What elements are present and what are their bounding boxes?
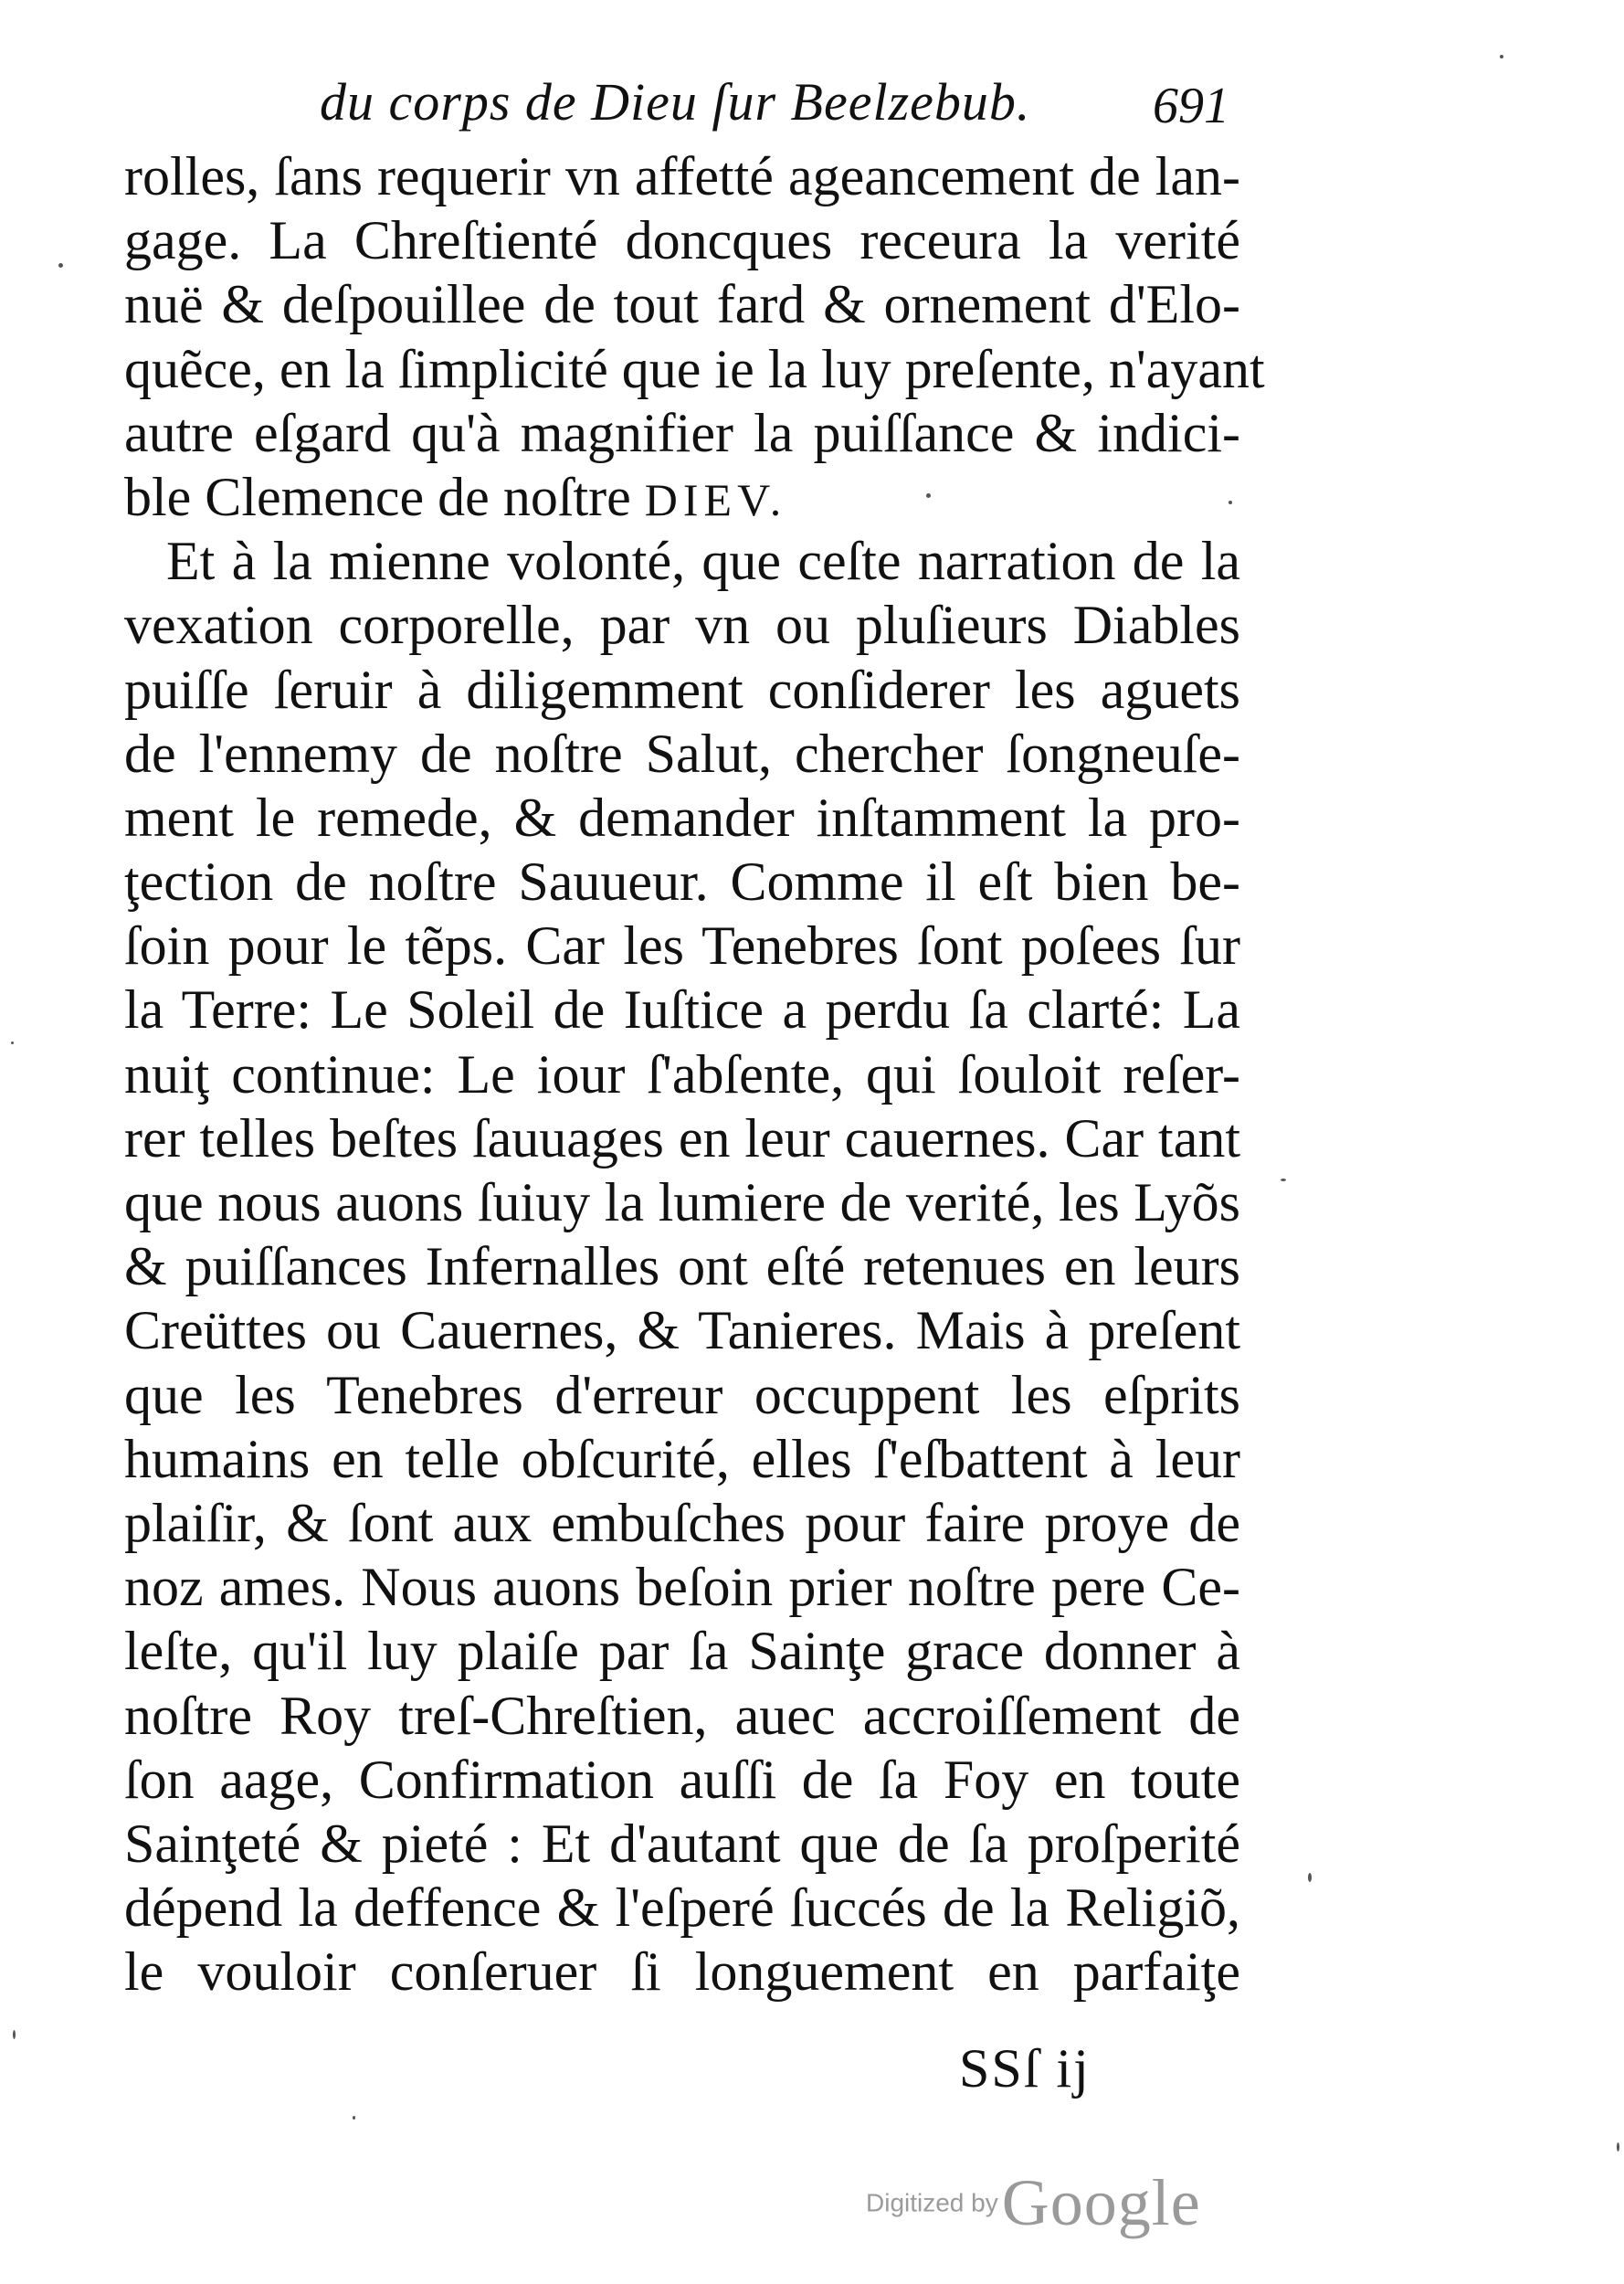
text-line: quẽce, en la ſimplicité que ie la luy preſente, n'ayant (124, 338, 1265, 399)
scan-speck (1281, 1179, 1286, 1181)
text-block (124, 144, 1265, 2004)
text-line: dépend la deffence & l'eſperé ſuccés de la Religiõ, (124, 1877, 1240, 1939)
text-line: nuë & deſpouillee de tout fard & ornement d'Elo- (124, 274, 1240, 335)
text-line: rer telles beſtes ſauuages en leur cauernes. Car tant (124, 1107, 1240, 1168)
text-line: Et à la mienne volonté, que ceſte narration de la (166, 531, 1240, 592)
scan-speck (1229, 501, 1232, 504)
text-line: & puiſſances Infernalles ont eſté retenues en leurs (124, 1236, 1240, 1297)
page-number: 691 (1153, 78, 1229, 134)
running-title: du corps de Dieu ſur Beelzebub. (320, 72, 1031, 132)
small-caps-word: DIEV. (644, 473, 787, 525)
text-line: rolles, ſans requerir vn affetté ageancement de lan- (124, 146, 1240, 206)
text-line: ţection de noſtre Sauueur. Comme il eſt bien be- (124, 851, 1240, 913)
scan-speck (1617, 2142, 1619, 2152)
text-line: humains en telle obſcurité, elles ſ'eſbattent à leur (124, 1428, 1240, 1489)
scan-speck (58, 263, 63, 268)
text-line: plaiſir, & ſont aux embuſches pour faire proye de (124, 1492, 1240, 1553)
text-line: noſtre Roy treſ-Chreſtien, auec accroiſſement de (124, 1685, 1240, 1746)
text-line: ſon aage, Confirmation auſſi de ſa Foy en toute (124, 1749, 1240, 1810)
scan-speck (926, 493, 931, 498)
text-line: que nous auons ſuiuy la lumiere de verité, les Lyõs (124, 1172, 1240, 1232)
watermark-brand: Google (1001, 2166, 1201, 2239)
text-line: noz ames. Nous auons beſoin prier noſtre pere Ce- (124, 1557, 1240, 1618)
text-line: de l'ennemy de noſtre Salut, chercher ſongneuſe- (124, 723, 1240, 784)
text-line: ble Clemence de noſtre (124, 466, 631, 527)
scan-speck (11, 1042, 14, 1044)
text-line: nuiţ continue: Le iour ſ'abſente, qui ſouloit reſer- (124, 1043, 1240, 1105)
scan-speck (1500, 55, 1503, 58)
scan-speck (353, 2116, 355, 2120)
text-line: gage. La Chreſtienté doncques receura la verité (124, 210, 1240, 271)
scan-speck (1308, 1873, 1312, 1882)
text-line: puiſſe ſeruir à diligemment conſiderer les aguets (124, 659, 1240, 720)
text-line: que les Tenebres d'erreur occuppent les eſprits (124, 1364, 1240, 1425)
text-line: Creüttes ou Cauernes, & Tanieres. Mais à preſent (124, 1300, 1240, 1361)
text-line: vexation corporelle, par vn ou pluſieurs Diables (124, 595, 1240, 656)
paragraph-end-line (124, 465, 1240, 529)
text-line: Sainţeté & pieté : Et d'autant que de ſa proſperité (124, 1813, 1240, 1874)
digitized-watermark (866, 2165, 1201, 2241)
text-line: le vouloir conſeruer ſi longuement en parfaiţe (124, 1941, 1240, 2003)
text-line: ment le remede, & demander inſtamment la pro- (124, 787, 1240, 848)
text-line: leſte, qu'il luy plaiſe par ſa Sainţe grace donner à (124, 1621, 1240, 1682)
watermark-prefix: Digitized by (866, 2188, 998, 2217)
scan-speck (13, 2030, 16, 2039)
text-line: la Terre: Le Soleil de Iuſtice a perdu ſa clarté: La (124, 979, 1240, 1041)
text-line: ſoin pour le tẽps. Car les Tenebres ſont poſees ſur (124, 915, 1240, 977)
signature-mark: SSſ ij (959, 2038, 1091, 2099)
text-line: autre eſgard qu'à magnifier la puiſſance & indici- (124, 402, 1240, 463)
